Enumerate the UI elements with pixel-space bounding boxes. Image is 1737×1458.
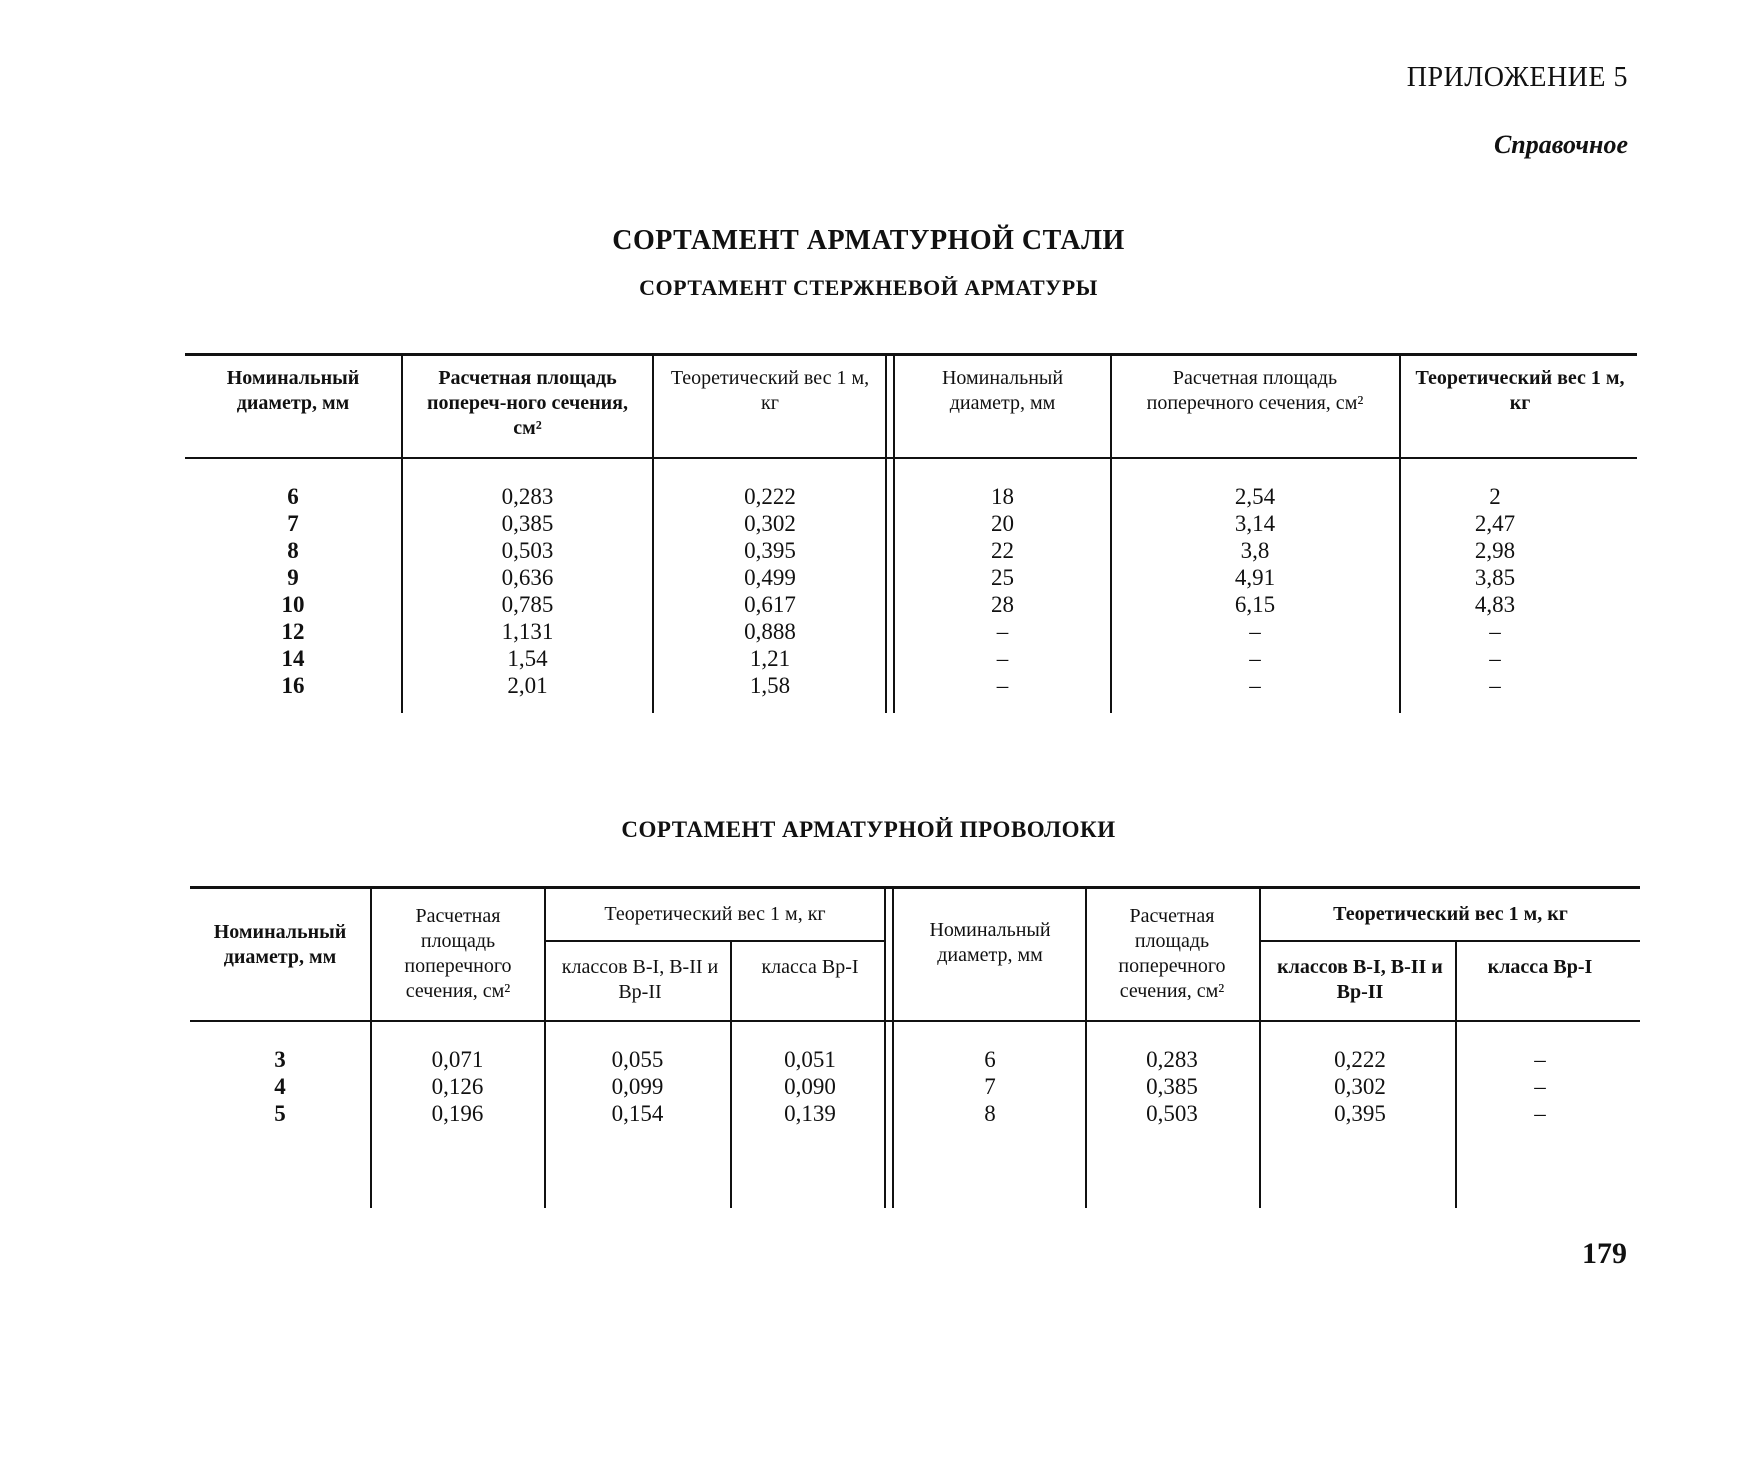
- table-cell: 2,01: [507, 673, 548, 698]
- table-cell: 0,499: [744, 565, 796, 590]
- table-cell: 0,385: [501, 511, 554, 536]
- bar-col-weight-2: [1410, 483, 1580, 699]
- wire-col-diameter: [190, 1046, 370, 1127]
- appendix-label: ПРИЛОЖЕНИЕ 5: [1406, 62, 1628, 93]
- table-cell: 2: [1489, 484, 1501, 509]
- table-cell: 0,139: [784, 1101, 836, 1126]
- bar-col-area-2: [1125, 483, 1385, 699]
- table-cell: 1,54: [507, 646, 548, 671]
- table-cell: 14: [281, 646, 305, 671]
- wire-col-divider: [1455, 940, 1457, 1208]
- table-cell: 25: [991, 565, 1014, 590]
- bar-col-divider: [652, 353, 654, 713]
- table-cell: 4,91: [1234, 565, 1276, 590]
- wire-col-weight-b: [555, 1046, 720, 1127]
- wire-double-divider: [884, 886, 886, 1208]
- table-cell: 28: [991, 592, 1014, 617]
- table-cell: 0,154: [611, 1101, 664, 1126]
- table-cell: 0,222: [744, 484, 796, 509]
- table-cell: 5: [274, 1101, 286, 1126]
- reference-label: Справочное: [1493, 130, 1628, 159]
- table-cell: –: [1534, 1047, 1546, 1072]
- bar-header-area: Расчетная площадь попереч-ного сечения, см²: [427, 367, 628, 439]
- bar-table-title: СОРТАМЕНТ СТЕРЖНЕВОЙ АРМАТУРЫ: [639, 275, 1098, 300]
- wire-header-classes-b: классов В-I, В-II и Вр-II: [561, 956, 719, 1003]
- table-cell: 0,099: [611, 1074, 664, 1099]
- wire-subheader-rule: [1259, 940, 1640, 942]
- table-cell: 9: [287, 565, 299, 590]
- bar-header-diameter: Номинальный диаметр, мм: [226, 367, 360, 414]
- bar-col-divider: [1399, 353, 1401, 713]
- table-cell: 0,071: [431, 1047, 484, 1072]
- table-cell: –: [1489, 619, 1501, 644]
- wire-subheader-rule: [544, 940, 884, 942]
- table-cell: 0,503: [501, 538, 554, 563]
- table-cell: 0,785: [501, 592, 554, 617]
- table-cell: 2,98: [1474, 538, 1516, 563]
- bar-header-weight-2: Теоретический вес 1 м, кг: [1415, 367, 1625, 414]
- bar-header-diameter-2: Номинальный диаметр, мм: [941, 367, 1064, 414]
- table-cell: –: [996, 673, 1009, 698]
- wire-col-divider: [370, 886, 372, 1208]
- wire-col-diameter-2: [900, 1046, 1080, 1127]
- table-cell: 2,47: [1474, 511, 1516, 536]
- wire-col-divider: [1085, 886, 1087, 1208]
- table-cell: 3: [274, 1047, 286, 1072]
- table-cell: –: [1489, 673, 1501, 698]
- table-cell: 0,055: [611, 1047, 664, 1072]
- wire-header-class-bp: класса Вр-I: [761, 956, 859, 978]
- table-cell: 18: [991, 484, 1014, 509]
- wire-table-header-rule: [190, 1020, 1640, 1022]
- table-cell: 22: [991, 538, 1014, 563]
- bar-double-divider: [885, 353, 887, 713]
- table-cell: 8: [984, 1101, 996, 1126]
- table-cell: 10: [281, 592, 305, 617]
- table-cell: 0,283: [501, 484, 554, 509]
- page-number: 179: [1582, 1237, 1627, 1270]
- wire-header-diameter-2: Номинальный диаметр, мм: [929, 919, 1051, 966]
- wire-col-divider: [544, 886, 546, 1208]
- table-cell: –: [1249, 673, 1261, 698]
- wire-header-classes-b-2: классов В-I, В-II и Вр-II: [1277, 956, 1443, 1003]
- table-cell: –: [996, 646, 1009, 671]
- table-cell: 0,302: [744, 511, 796, 536]
- bar-col-divider: [401, 353, 403, 713]
- wire-col-weight-bp-2: [1470, 1046, 1610, 1127]
- table-cell: 6: [984, 1047, 996, 1072]
- table-cell: 1,58: [749, 673, 791, 698]
- wire-col-divider: [730, 940, 732, 1208]
- table-cell: 6: [287, 484, 299, 509]
- bar-col-diameter-2: [905, 483, 1100, 699]
- table-cell: 0,302: [1334, 1074, 1386, 1099]
- table-cell: 3,14: [1234, 511, 1276, 536]
- table-cell: 16: [281, 673, 305, 698]
- page-title: СОРТАМЕНТ АРМАТУРНОЙ СТАЛИ: [612, 225, 1125, 256]
- table-cell: 7: [287, 511, 299, 536]
- wire-col-area-2: [1092, 1046, 1252, 1127]
- table-cell: 0,385: [1146, 1074, 1198, 1099]
- table-cell: –: [1489, 646, 1501, 671]
- bar-double-divider: [893, 353, 895, 713]
- wire-col-weight-bp: [740, 1046, 880, 1127]
- wire-table-top-rule: [190, 886, 1640, 889]
- table-cell: –: [1249, 646, 1261, 671]
- wire-col-weight-b-2: [1270, 1046, 1450, 1127]
- bar-col-diameter: [185, 483, 401, 699]
- table-cell: 3,8: [1240, 538, 1270, 563]
- wire-header-diameter: Номинальный диаметр, мм: [213, 921, 347, 968]
- bar-header-weight: Теоретический вес 1 м, кг: [670, 367, 870, 414]
- table-cell: –: [1534, 1074, 1546, 1099]
- wire-header-area: Расчетная площадь поперечного сечения, см²: [404, 905, 512, 1002]
- wire-table-title: СОРТАМЕНТ АРМАТУРНОЙ ПРОВОЛОКИ: [621, 817, 1116, 842]
- table-cell: 20: [991, 511, 1014, 536]
- wire-col-area: [380, 1046, 535, 1127]
- wire-header-weight-group-2: Теоретический вес 1 м, кг: [1333, 903, 1568, 925]
- bar-header-area-2: Расчетная площадь поперечного сечения, см²: [1146, 367, 1364, 414]
- table-cell: –: [1534, 1101, 1546, 1126]
- table-cell: 4: [274, 1074, 286, 1099]
- table-cell: 0,395: [1334, 1101, 1386, 1126]
- wire-header-weight-group: Теоретический вес 1 м, кг: [604, 903, 826, 925]
- table-cell: 0,090: [784, 1074, 836, 1099]
- table-cell: 0,888: [744, 619, 796, 644]
- table-cell: 12: [281, 619, 305, 644]
- table-cell: 2,54: [1234, 484, 1276, 509]
- table-cell: 0,617: [744, 592, 796, 617]
- bar-col-divider: [1110, 353, 1112, 713]
- table-cell: 1,21: [749, 646, 791, 671]
- wire-header-class-bp-2: класса Вр-I: [1487, 956, 1593, 978]
- table-cell: 6,15: [1234, 592, 1276, 617]
- table-cell: 0,126: [431, 1074, 484, 1099]
- table-cell: 0,283: [1146, 1047, 1198, 1072]
- bar-col-area: [420, 483, 635, 699]
- table-cell: 8: [287, 538, 299, 563]
- table-cell: –: [1249, 619, 1261, 644]
- table-cell: 0,051: [784, 1047, 836, 1072]
- wire-col-divider: [1259, 886, 1261, 1208]
- table-cell: 7: [984, 1074, 996, 1099]
- table-cell: 0,196: [431, 1101, 484, 1126]
- bar-col-weight: [665, 483, 875, 699]
- table-cell: 0,503: [1146, 1101, 1198, 1126]
- wire-double-divider: [892, 886, 894, 1208]
- table-cell: 4,83: [1474, 592, 1516, 617]
- table-cell: 0,395: [744, 538, 796, 563]
- table-cell: –: [996, 619, 1009, 644]
- table-cell: 0,636: [501, 565, 554, 590]
- table-cell: 1,131: [501, 619, 554, 644]
- wire-header-area-2: Расчетная площадь поперечного сечения, см²: [1118, 905, 1226, 1002]
- table-cell: 0,222: [1334, 1047, 1386, 1072]
- table-cell: 3,85: [1474, 565, 1516, 590]
